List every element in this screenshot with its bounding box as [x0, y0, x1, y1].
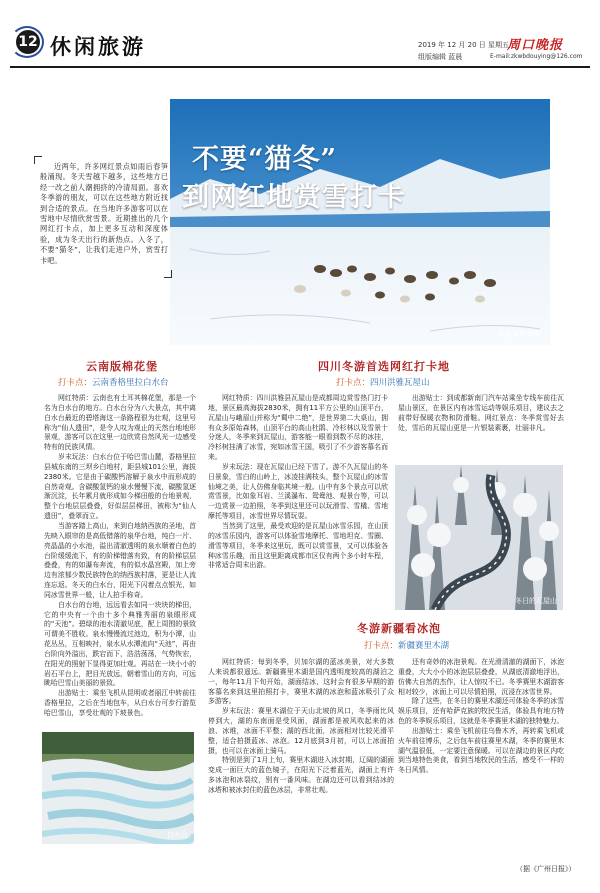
xinjiang-paragraph: 还有奇妙的冰泡景观。在光滑清澈的湖面下，冰泡重叠，大大小小的冰泡层层叠叠，从湖底清澈地浮出，仿佛大自然的杰作，让人惊叹不已。冬季赛里木湖游客相对较少，冰面上可以尽情拍照，沉浸在冰雪世界。 [398, 658, 564, 696]
sichuan-paragraph: 当然到了这里，最受欢迎的是瓦屋山冰雪乐园，在山顶的冰雪乐园内，游客可以体验雪地摩托、雪地坦克、雪圈、滑雪等项目，冬季来这里玩，既可以赏雪景，又可以体验各种冰雪乐趣，而且这里距离成都市区仅有两个多小时车程，非常适合周末出游。 [208, 521, 388, 570]
xinjiang-paragraph: 网红特质：每到冬季，贝加尔湖的蓝冰美景，对大多数人来说都很遥远。新疆赛里木湖是国内透明度较高的湖泊之一，每年11月下旬开始，湖面结冰，这时会有很多早期的游客慕名来到这里拍照打卡，赛里木湖的冰泡和蓝冰吸引了众多游客。 [208, 658, 394, 706]
sichuan-paragraph: 网红特质：四川洪雅县瓦屋山是成都周边赏雪热门打卡地，景区最高海拔2830米，拥有11平方公里的山顶平台，瓦屋山与峨眉山并称为“蜀中二绝”，是世界第二大桌山，拥有众多原始森林，山顶平台的高山杜鹃、冷杉林以及雪景十分迷人，冬季来到瓦屋山，游客能一眼看到数不尽的冰挂，冷杉树挂满了冰雪，宛如冰雪王国，吸引了不少游客慕名而来。 [208, 394, 388, 462]
xinjiang-paragraph: 出游贴士：乘坐飞机前往乌鲁木齐，再转乘飞机或火车前往博乐，之后包车前往赛里木湖，冬季的赛里木湖气温很低，一定要注意保暖。可以在湖边的景区内吃到当地特色美食，看到当地牧民的生活，感受不一样的冬日风情。 [398, 726, 564, 775]
sichuan-checkin-line [336, 376, 430, 388]
yunnan-checkin-place: 云南香格里拉白水台 [92, 378, 169, 388]
xinjiang-section-title: 冬游新疆看冰泡 [357, 622, 441, 635]
headline-line-1: 不要“猫冬” [192, 144, 338, 175]
header-rule [10, 66, 590, 68]
snow-forest-photo [395, 465, 563, 610]
yunnan-section-title: 云南版棉花堡 [86, 360, 158, 373]
terrace-photo-caption: 白水台 [167, 831, 188, 839]
page-number: 12 [16, 30, 40, 54]
snow-lake-illustration [170, 99, 550, 345]
sichuan-section-title: 四川冬游首选网红打卡地 [318, 360, 450, 373]
sichuan-paragraph: 出游贴士：到成都新南门汽车站乘坐专线车前往瓦屋山景区，在景区内有冰雪运动等娱乐项目，建议去之前带好保暖衣物和防滑鞋。网红景点：冬季赏雪好去处，雪后的瓦屋山更是一片银装素裹，壮丽非凡。 [398, 394, 564, 432]
yunnan-paragraph: 岁末玩法：白水台位于哈巴雪山麓，香格里拉县城东南的三坝乡白地村，距县城101公里，海拔2380米。它是由于碳酸钙溶解于泉水中而形成的自然奇观。含碳酸氢钙的泉水慢慢下流，碳酸氢逐渐沉淀，长年累月就形成如今梯田般的台地景观，整个台地层层叠叠，好似层层梯田，被称为“仙人遗田”，叠翠而立。 [44, 453, 196, 521]
sichuan-checkin-place: 四川洪雅瓦屋山 [370, 378, 430, 388]
white-terrace-photo [42, 732, 194, 844]
yunnan-paragraph: 当游客踏上高山，来到白地纳西族的圣地，首先映入眼帘的是高低错落的泉华台地，纯白一片、亮晶晶的小水池，溢出清澈透明的泉水顺着白色的台阶缓缓流下，有的阶梯错落有致，有的阶梯层层叠叠，有的如瀑布奔流，有的似水晶宫殿，加上旁边有浓郁少数民族特色的纳西族村落，更是让人流连忘返。冬天的白水台，阳光下闪着点点银光，如同冰雪世界一般，让人拍手称奇。 [44, 521, 196, 599]
sichuan-paragraph: 岁末玩法：现在瓦屋山已经下雪了。游不久瓦屋山的冬日景象，雪白的山岭上，冰凌挂满枝头，整个瓦屋山的冰雪仙境之美，让人仿佛身临其境一般。山中有多个景点可以欣赏雪景，比如象耳岩、兰溪瀑布、鸳鸯池、观景台等，可以一边赏景一边拍照，冬季到这里还可以玩滑雪、雪橇、雪地摩托等项目，冰雪世界尽情玩耍。 [208, 462, 388, 521]
xinjiang-article-col1 [208, 658, 394, 868]
intro-bracket-bottom-right [164, 270, 172, 278]
yunnan-article [44, 394, 196, 730]
intro-text: 近两年，许多网红景点如雨后春笋般涌现。冬天雪越下越多，这些地方已经一改之前人潮拥挤的冷清局面。喜欢冬季游的朋友，可以在这些地方附近找到合适的景点。在当地许多游客可以在雪地中尽情欣赏雪景。近期推出的几个网红打卡点，加上更多互动和深度体验，成为冬天出行的新热点。入冬了，不要“猫冬”，让我们走进户外，赏雪打卡吧。 [40, 162, 168, 265]
contact-email: E-mail:zkwbdouying@126.com [490, 53, 583, 60]
xinjiang-checkin-label: 打卡点： [364, 641, 399, 651]
sichuan-article-col1 [208, 394, 388, 616]
forest-illustration [395, 465, 563, 610]
intro-box [40, 162, 168, 272]
yunnan-checkin-line [58, 376, 169, 388]
yunnan-paragraph: 网红特质：云南也有土耳其棉花堡，那是一个名为白水台的地方。白水台分为八大景点，其中离白水台最近的碧塔海这一条路程很为壮观，这里号称为“仙人遗田”，是令人叹为观止的天然台地地形景观，游客可以在这里一边欣赏自然风光一边感受特有的民族风情。 [44, 394, 196, 452]
editor-credit: 组版编辑 蓝晨 [418, 53, 463, 61]
hero-photo [170, 99, 550, 345]
page-header [0, 0, 600, 70]
xinjiang-paragraph: 岁末玩法：赛里木湖位于天山北坡的风口，冬季雨比风停到大，湖的东南面是受风面，湖面都是被风吹起来的冰浪、冰堆，冰面不平整；湖的西北面，冰面相对比较光滑平整，适合拍摄蓝冰、冰泡。12月底到3月初，可以上冰面拍摄，也可以在冰面上骑马。 [208, 707, 394, 755]
section-title: 休闲旅游 [50, 34, 146, 59]
issue-date: 2019 年 12 月 20 日 星期五 [418, 41, 509, 49]
yunnan-paragraph: 白水台的台地，远远看去如同一块块的梯田，它的中央有一个由十多个典雅秀丽的泉眼形成的“天池”。碧绿的池水清澈见底，配上周围的景致可谓美不胜收。泉水慢慢流过池边，积为小潭，山花丛丛，互相映衬，泉水从水潭流向“天池”，再由台阶向外溢出，跌宕而下，浩浩荡荡，气势恢宏，在阳光的照射下显得更加壮观。再站在一块小小的岩石平台上，把目光放远，朝着雪山的方向，可远眺哈巴雪山美丽的景致。 [44, 600, 196, 688]
forest-photo-caption: 冬日的瓦屋山 [515, 597, 557, 605]
hero-photo-caption: 新疆赛里木湖 [498, 330, 540, 338]
xinjiang-checkin-line [364, 639, 449, 651]
headline-line-2: 到网红地赏雪打卡 [182, 182, 406, 213]
yunnan-paragraph: 出游贴士：乘坐飞机从昆明或者丽江中转前往香格里拉，之后在当地包车，从白水台可步行游览哈巴雪山，享受壮观的下坡景色。 [44, 689, 196, 717]
xinjiang-paragraph: 除了这些，在冬日的赛里木湖还可体验冬季的冰雪娱乐项目，还有哈萨克族的牧民生活，体验具有地方特色的冬季娱乐项目，这就是冬季赛里木湖的独特魅力。 [398, 697, 564, 726]
xinjiang-article-col2 [398, 658, 564, 862]
xinjiang-paragraph: 特别是到了1月上旬，赛里木湖进入冰封期，辽阔的湖面变成一面巨大的蓝色镜子，在阳光下泛着蓝光，湖面上有许多冰泡和冰裂纹，别有一番风味。在湖边还可以看到结冰的冰塔和被冰封住的蓝色冰层，非常壮观。 [208, 756, 394, 794]
sichuan-checkin-label: 打卡点： [336, 378, 371, 388]
sichuan-article-col2 [398, 394, 564, 462]
yunnan-checkin-label: 打卡点： [58, 378, 93, 388]
source-credit: （据《广州日报》） [516, 865, 576, 873]
newspaper-logo: 周口晚报 [507, 38, 564, 53]
terrace-illustration [42, 732, 194, 844]
xinjiang-checkin-place: 新疆赛里木湖 [398, 641, 450, 651]
